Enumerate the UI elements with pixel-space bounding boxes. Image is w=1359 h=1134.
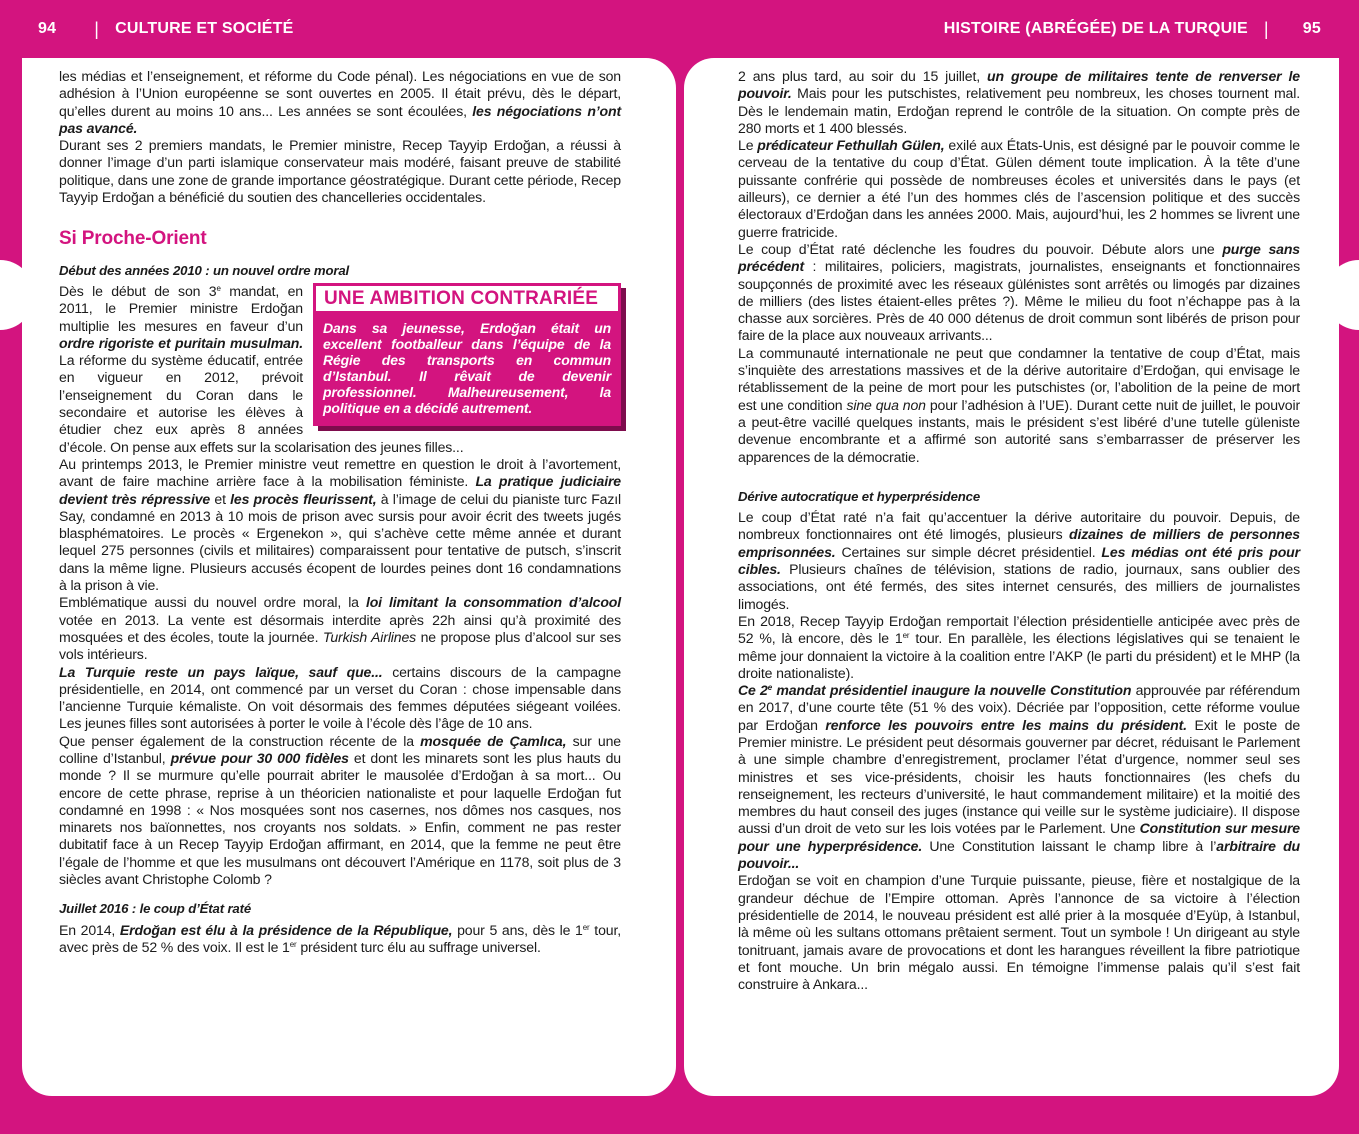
right-section-title: HISTOIRE (ABRÉGÉE) DE LA TURQUIE [943, 20, 1248, 37]
paragraph: La communauté internationale ne peut que condamner la tentative de coup d’État, mais s’inquiète des arrestations massives et de la dérive autoritaire d’Erdoğan, qui envisage le rétablissement de la peine de mort pour les putschistes (or, l’abolition de la peine de mort est une condition sine qua non pour l’adhésion à l’UE). Durant cette nuit de juillet, le pouvoir a peut-être vacillé quelques instants, mais le président s’est libéré d’une tutelle güleniste devenue encombrante et a affirmé son autorité sans s’embarrasser de préserver les apparences de la démocratie. [738, 344, 1300, 465]
right-page-number: 95 [1302, 20, 1321, 37]
paragraph: En 2018, Recep Tayyip Erdoğan remportait l’élection présidentielle anticipée avec près de 52 %, là encore, dès le 1er tour. En parallèle, les élections législatives qui se tenaient le même jour donnaient la victoire à la coalition entre l’AKP (le parti du président) et le MHP (la droite nationaliste). [738, 612, 1300, 681]
paragraph: Le prédicateur Fethullah Gülen, exilé aux États-Unis, est désigné par le pouvoir comme le cerveau de la tentative du coup d’État. Gülen dément toute implication. À la tête d’une puissante confrérie qui possède de nombreuses écoles et universités dans le pays (et ailleurs), ce dernier a été l’un des hommes clés de l’ascension politique et des succès électoraux d’Erdoğan dans les années 2000. Mais, aujourd’hui, les 2 hommes se livrent une guerre fratricide. [738, 137, 1300, 240]
header-separator: | [1263, 18, 1269, 39]
sidebar-box [313, 283, 621, 426]
left-page-number: 94 [38, 20, 57, 37]
left-column [59, 68, 621, 956]
subheading: Dérive autocratique et hyperprésidence [738, 488, 981, 504]
sidebar-box-body: Dans sa jeunesse, Erdoğan était un excellent footballeur dans l’équipe de la Régie des transports en commun d’Istanbul. Il rêvait de devenir professionnel. Malheureusement, la politique en a décidé autrement. [323, 320, 611, 417]
header-separator: | [94, 18, 100, 39]
left-page [22, 58, 676, 1096]
sidebar-box-title: UNE AMBITION CONTRARIÉE [313, 283, 621, 314]
paragraph: Le coup d’État raté déclenche les foudres du pouvoir. Débute alors une purge sans précédent : militaires, policiers, magistrats, journalistes, enseignants et fonctionnaires soupçonnés de proximité avec les réseaux gülénistes sont arrêtés ou limogés par dizaines de milliers (des listes étaient-elles prêtes ?). Même le milieu du foot n’échappe pas à la chasse aux sorcières. Près de 40 000 détenus de droit commun sont libérés de prison pour faire de la place aux nouveaux arrivants... [738, 240, 1300, 344]
paragraph: 2 ans plus tard, au soir du 15 juillet, un groupe de militaires tente de renverser le pouvoir. Mais pour les putschistes, relativement peu nombreux, les choses tournent mal. Dès le lendemain matin, Erdoğan reprend le contrôle de la situation. On compte près de 280 morts et 1 400 blessés. [738, 68, 1300, 136]
paragraph: Ce 2e mandat présidentiel inaugure la nouvelle Constitution approuvée par référendum en 2017, d’une courte tête (51 % des voix). Décriée par l’opposition, cette réforme voulue par Erdoğan renforce les pouvoirs entre les mains du président. Exit le poste de Premier ministre. Le président peut désormais gouverner par décret, réduisant le Parlement à une simple chambre d’enregistrement, proclamer l’état d’urgence, nommer seul ses ministres et ses vice-présidents, choisir les hauts fonctionnaires (les chefs du renseignement, les recteurs d’université, le haut commandement militaire) et la moitié des membres du haut conseil des juges (instance qui veille sur le système judiciaire). Il dispose aussi d’un droit de veto sur les lois votées par le Parlement. Une Constitution sur mesure pour une hyperprésidence. Une Constitution laissant le champ libre à l’arbitraire du pouvoir... [738, 682, 1301, 872]
right-page-header [944, 0, 1359, 58]
paragraph: La Turquie reste un pays laïque, sauf que... certains discours de la campagne présidentielle, en 2014, ont commencé par un verset du Coran : chose impensable dans l’ancienne Turquie kémaliste. On voit désormais des femmes députées siégeant voilées. Les jeunes filles sont autorisées à porter le voile à l’école dès l’âge de 10 ans. [59, 663, 622, 732]
paragraph: Durant ses 2 premiers mandats, le Premier ministre, Recep Tayyip Erdoğan, a réussi à donner l’image d’un parti islamique conservateur mais modéré, faisant preuve de stabilité politique, dans une zone de grande importance géostratégique. Durant cette période, Recep Tayyip Erdoğan a bénéficié du soutien des chancelleries occidentales. [59, 137, 621, 206]
paragraph: Le coup d’État raté n’a fait qu’accentuer la dérive autoritaire du pouvoir. Depuis, de nombreux fonctionnaires ont été limogés, plusieurs dizaines de milliers de personnes emprisonnées. Certaines sur simple décret présidentiel. Les médias ont été pris pour cibles. Plusieurs chaînes de télévision, stations de radio, journaux, sans oublier des associations, ont été fermés, des sites internet censurés, des milliers de journalistes limogés. [738, 509, 1300, 612]
subheading: Juillet 2016 : le coup d’État raté [59, 901, 252, 917]
paragraph: Erdoğan se voit en champion d’une Turquie puissante, pieuse, fière et nostalgique de la grandeur déchue de l’Empire ottoman. Après l’annonce de sa victoire à l’élection présidentielle de 2014, le nouveau président est allé prier à la mosquée d’Eyüp, à Istanbul, là même où les sultans ottomans prêtaient serment. Tout un symbole ! Un dirigeant au style tonitruant, jamais avare de provocations et dont les harangues réveillent la fibre patriotique et font mouche. Un brin mégalo aussi. En témoigne l’immense palais qu’il s’est fait construire à Ankara... [738, 872, 1300, 993]
paragraph: les médias et l’enseignement, et réforme du Code pénal). Les négociations en vue de son adhésion à l’Union européenne se sont ouvertes en 2005. Il était prévu, dès le départ, qu’elles durent au moins 10 ans... Les années se sont écoulées, les négociations n’ont pas avancé. [59, 68, 622, 136]
paragraph: Que penser également de la construction récente de la mosquée de Çamlıca, sur une colline d’Istanbul, prévue pour 30 000 fidèles et dont les minarets sont les plus hauts du monde ? Il se murmure qu’elle pourrait abriter le mausolée d’Erdoğan à sa mort... Ou encore de cette phrase, reprise à un théoricien nationaliste et pour laquelle Erdoğan fut condamné en 1998 : « Nos mosquées sont nos casernes, nos dômes nos casques, nos minarets nos baïonnettes, nos croyants nos soldats. » Enfin, comment ne pas rester dubitatif face à un Recep Tayyip Erdoğan affirmant, en 2014, que la femme ne peut être l’égale de l’homme et que les musulmans ont découvert l’Amérique en 1178, soit plus de 3 siècles avant Christophe Colomb ? [59, 732, 621, 888]
left-section-title: CULTURE ET SOCIÉTÉ [115, 20, 294, 37]
paragraph: Au printemps 2013, le Premier ministre veut remettre en question le droit à l’avortement, avant de faire machine arrière face à la mobilisation féministe. La pratique judiciaire devient très répressive et les procès fleurissent, à l’image de celui du pianiste turc Fazıl Say, condamné en 2013 à 10 mois de prison avec sursis pour avoir écrit des tweets jugés blasphématoires. Le procès « Ergenekon », qui s’achève cette même année et durant lequel 275 personnes (civils et militaires) comparaissent pour tentative de putsch, s’inscrit dans la même ligne. Plusieurs accusés écopent de lourdes peines dont 16 condamnations à la prison à vie. [59, 455, 621, 594]
section-heading: Si Proche-Orient [59, 228, 207, 250]
paragraph: Dès le début de son 3e mandat, en 2011, le Premier ministre Erdoğan multiplie les mesures en faveur d’un ordre rigoriste et puritain musulman. La réforme du système éducatif, entrée en vigueur en 2012, prévoit l’enseignement du Coran dans le secondaire et autorise les élèves à étudier chez eux après 8 années d’école. On pense aux effets sur la scolarisation des jeunes filles... [59, 282, 464, 455]
paragraph: En 2014, Erdoğan est élu à la présidence de la République, pour 5 ans, dès le 1er tour, avec près de 52 % des voix. Il est le 1er président turc élu au suffrage universel. [59, 921, 621, 955]
right-page [684, 58, 1339, 1096]
right-column [738, 68, 1300, 993]
subheading: Début des années 2010 : un nouvel ordre moral [59, 262, 350, 278]
paragraph: Emblématique aussi du nouvel ordre moral, la loi limitant la consommation d’alcool votée en 2013. La vente est désormais interdite après 22h ainsi qu’à proximité des mosquées et des écoles, toute la journée. Turkish Airlines ne propose plus d’alcool sur ses vols intérieurs. [59, 594, 622, 663]
left-page-header [0, 0, 294, 58]
